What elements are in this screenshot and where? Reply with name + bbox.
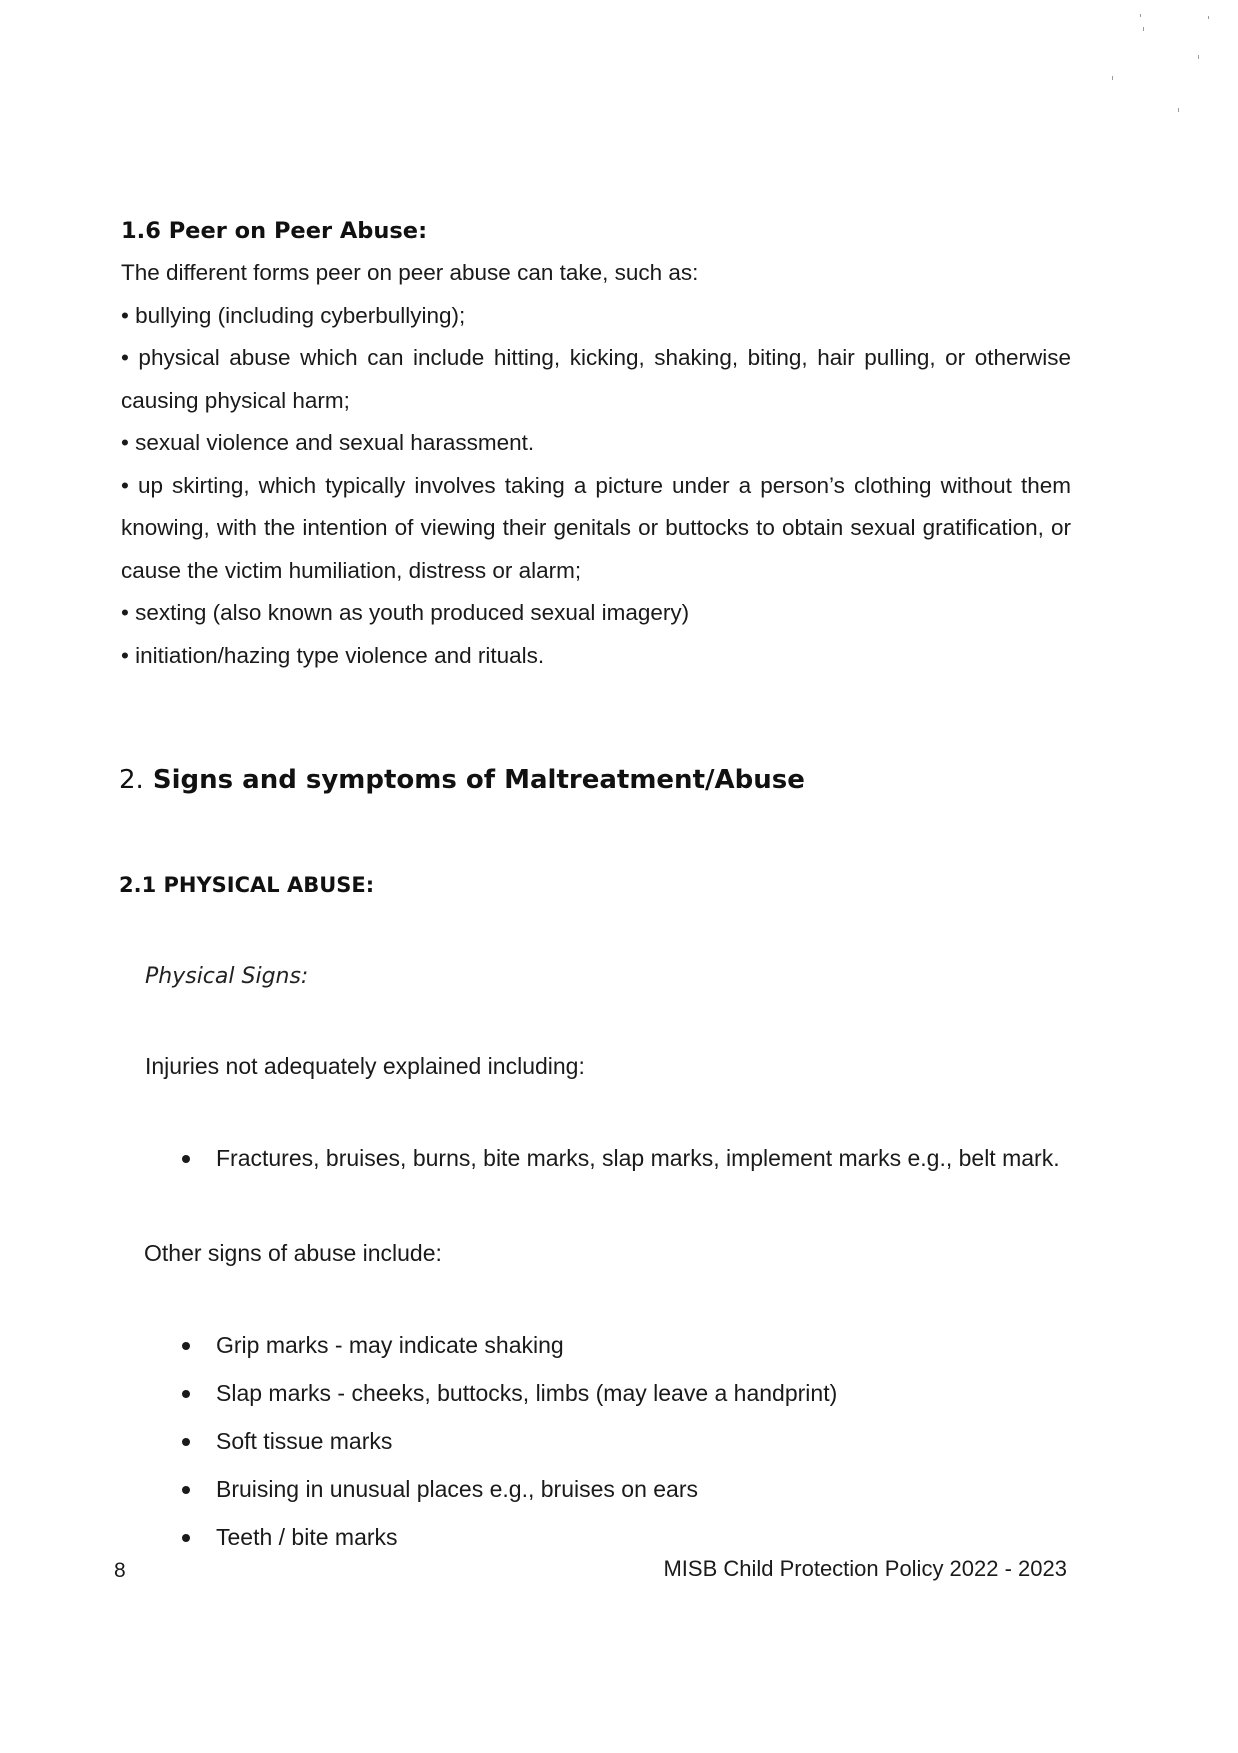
list-item (180, 1417, 837, 1465)
section-heading: 1.6 Peer on Peer Abuse: (121, 218, 428, 244)
section-intro: The different forms peer on peer abuse can take, such as: (121, 260, 699, 285)
scan-speck (1198, 55, 1199, 59)
bullet-icon (182, 1155, 190, 1163)
bullet-icon (182, 1438, 190, 1446)
list-item (180, 1369, 837, 1417)
other-signs-intro: Other signs of abuse include: (144, 1240, 442, 1266)
list-item (180, 1134, 1060, 1182)
other-signs-list (180, 1321, 837, 1561)
abuse-form-item: • sexual violence and sexual harassment. (121, 430, 535, 455)
injury-list (180, 1134, 1060, 1182)
section-title: Signs and symptoms of Maltreatment/Abuse (152, 765, 805, 795)
scan-speck (1140, 14, 1141, 17)
list-item-text: Teeth / bite marks (216, 1524, 398, 1550)
list-item-text: Slap marks - cheeks, buttocks, limbs (may leave a handprint) (216, 1380, 838, 1406)
abuse-form-item: • sexting (also known as youth produced sexual imagery) (121, 600, 690, 625)
bullet-icon (182, 1486, 190, 1494)
list-item (180, 1513, 837, 1561)
scan-speck (1112, 76, 1113, 80)
abuse-form-item: • initiation/hazing type violence and rituals. (121, 642, 545, 668)
physical-signs-subheading: Physical Signs: (145, 964, 309, 989)
scan-speck (1143, 27, 1144, 31)
list-item-text: Fractures, bruises, burns, bite marks, slap marks, implement marks e.g., belt mark. (216, 1145, 1060, 1171)
list-item-text: Bruising in unusual places e.g., bruises on ears (216, 1476, 699, 1502)
footer-document-title: MISB Child Protection Policy 2022 - 2023 (663, 1556, 1067, 1581)
abuse-form-item: • up skirting, which typically involves taking a picture under a person’s clothing without them knowing, with the intention of viewing their genitals or buttocks to obtain sexual gratification, or cause the victim humiliation, distress or alarm; (121, 472, 1071, 583)
section-number: 2. (119, 765, 144, 795)
bullet-icon (182, 1390, 190, 1398)
page-number: 8 (114, 1559, 126, 1582)
scan-speck (1178, 108, 1179, 112)
section-peer-on-peer-abuse (121, 216, 1071, 677)
section-2-heading (119, 762, 805, 798)
bullet-icon (182, 1342, 190, 1350)
list-item-text: Soft tissue marks (216, 1428, 393, 1454)
list-item-text: Grip marks - may indicate shaking (216, 1332, 564, 1358)
abuse-form-item: • bullying (including cyberbullying); (121, 302, 466, 328)
scan-speck (1208, 16, 1209, 19)
list-item (180, 1465, 837, 1513)
list-item (180, 1321, 837, 1369)
injuries-intro: Injuries not adequately explained including: (145, 1053, 585, 1079)
bullet-icon (182, 1534, 190, 1542)
abuse-form-item: • physical abuse which can include hitting, kicking, shaking, biting, hair pulling, or otherwise causing physical harm; (121, 345, 1071, 413)
physical-abuse-heading: 2.1 PHYSICAL ABUSE: (119, 873, 375, 897)
